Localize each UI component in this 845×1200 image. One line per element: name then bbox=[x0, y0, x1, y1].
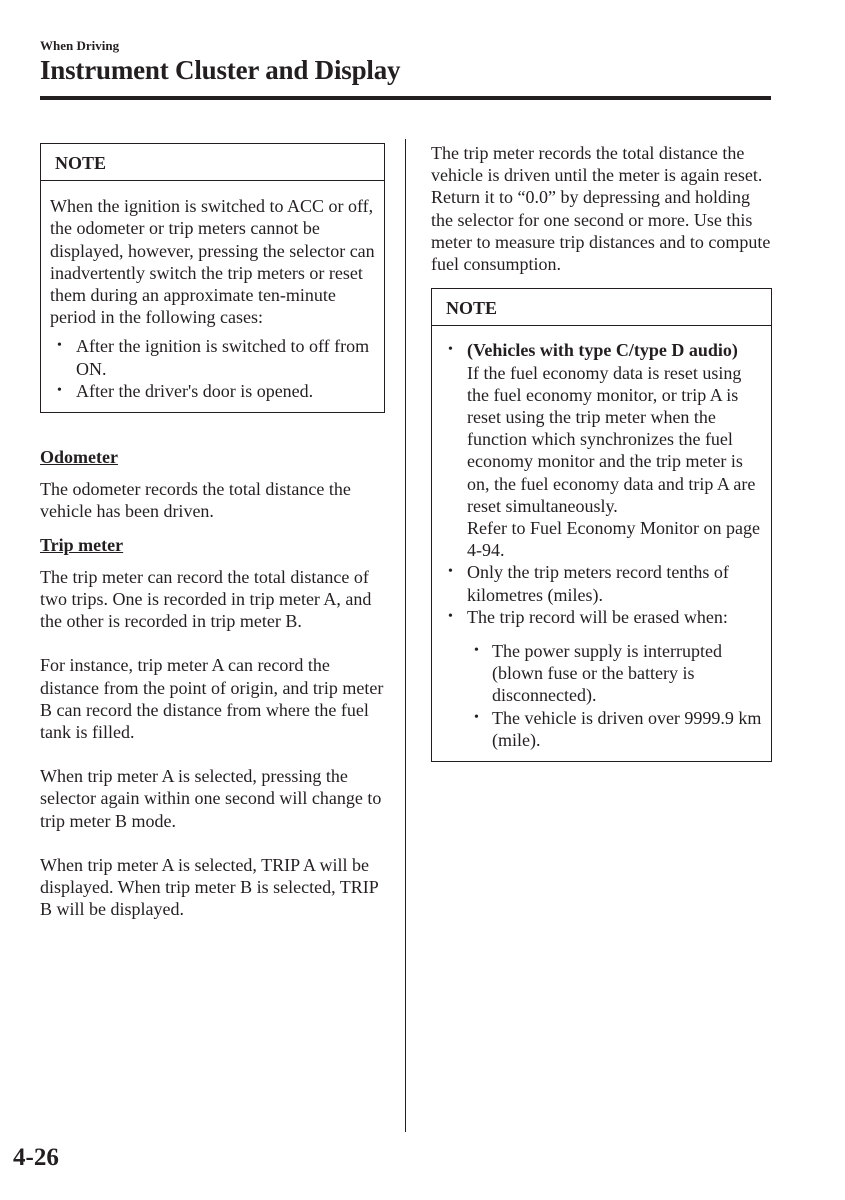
sub-bullet-text: The vehicle is driven over 9999.9 km (mile). bbox=[492, 707, 762, 750]
bullet-text: After the ignition is switched to off from ON. bbox=[76, 336, 370, 379]
sub-bullet-text: The power supply is interrupted (blown fuse or the battery is disconnected). bbox=[492, 641, 722, 706]
bullet-icon: • bbox=[57, 338, 62, 354]
note-body bbox=[41, 181, 384, 412]
note-box-left bbox=[40, 143, 385, 413]
list-item bbox=[50, 380, 376, 402]
bullet-icon: • bbox=[474, 709, 479, 725]
column-divider bbox=[405, 139, 406, 1132]
odometer-heading: Odometer bbox=[40, 447, 118, 468]
list-item bbox=[441, 561, 763, 605]
bullet-text: After the driver's door is opened. bbox=[76, 380, 314, 401]
trip-meter-heading: Trip meter bbox=[40, 534, 124, 555]
bullet-icon: • bbox=[474, 643, 479, 659]
note-heading: NOTE bbox=[432, 289, 771, 326]
list-item bbox=[467, 707, 763, 751]
bullet-icon: • bbox=[57, 382, 62, 398]
trip-paragraph: The trip meter can record the total distance of two trips. One is recorded in trip meter A, and the other is recorded in trip meter B. bbox=[40, 566, 372, 632]
bullet-icon: • bbox=[448, 342, 453, 358]
left-column bbox=[40, 143, 385, 920]
trip-paragraph: When trip meter A is selected, TRIP A will be displayed. When trip meter B is selected, TRIP B will be displayed. bbox=[40, 854, 379, 920]
odometer-text: The odometer records the total distance the vehicle has been driven. bbox=[40, 479, 351, 522]
list-item bbox=[467, 640, 763, 707]
bullet-bold-text: (Vehicles with type C/type D audio) bbox=[467, 340, 738, 361]
bullet-text: The trip record will be erased when: bbox=[467, 606, 728, 627]
trip-paragraph: When trip meter A is selected, pressing the selector again within one second will change to trip meter B mode. bbox=[40, 766, 382, 831]
trip-paragraph: For instance, trip meter A can record the distance from the point of origin, and trip meter B can record the distance from where the fuel tank is filled. bbox=[40, 655, 384, 743]
page-title: Instrument Cluster and Display bbox=[40, 55, 401, 85]
bullet-text: Only the trip meters record tenths of kilometres (miles). bbox=[467, 562, 729, 605]
bullet-text: If the fuel economy data is reset using the fuel economy monitor, or trip A is reset using the trip meter when the function which synchronizes the fuel economy monitor and the trip meter is on, the fuel economy data and trip A are reset simultaneously. bbox=[467, 362, 756, 516]
page-number: 4-26 bbox=[13, 1144, 59, 1171]
section-label: When Driving bbox=[40, 38, 120, 53]
right-column bbox=[431, 142, 772, 762]
note-intro: When the ignition is switched to ACC or off, the odometer or trip meters cannot be displayed, however, pressing the selector can inadvertently switch the trip meters or reset them during an approximate ten-minute period in the following cases: bbox=[50, 196, 375, 328]
note-body bbox=[432, 326, 771, 761]
note-box-right bbox=[431, 288, 772, 762]
trip-meter-intro: The trip meter records the total distance the vehicle is driven until the meter is again reset. Return it to “0.0” by depressing and holding the selector for one second or more. Use this meter to measure trip distances and to compute fuel consumption. bbox=[431, 143, 771, 275]
list-item bbox=[441, 606, 763, 751]
list-item bbox=[441, 339, 763, 561]
note-heading: NOTE bbox=[41, 144, 384, 181]
bullet-icon: • bbox=[448, 564, 453, 580]
list-item bbox=[50, 335, 376, 379]
note-bullet-list bbox=[50, 335, 376, 402]
sub-bullet-list bbox=[467, 640, 763, 751]
note-bullet-list bbox=[441, 339, 763, 751]
title-rule bbox=[40, 96, 771, 100]
bullet-icon: • bbox=[448, 608, 453, 624]
page-reference: Refer to Fuel Economy Monitor on page 4-94. bbox=[467, 518, 760, 561]
